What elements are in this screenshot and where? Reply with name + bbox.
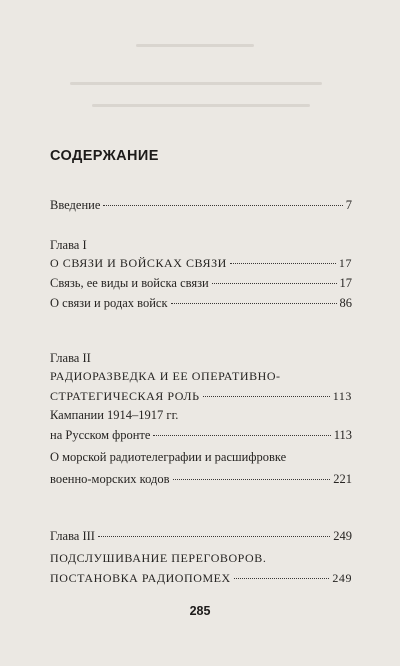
chapter-3-title-line-1: ПОДСЛУШИВАНИЕ ПЕРЕГОВОРОВ. xyxy=(50,551,267,565)
toc-entry-page: 113 xyxy=(332,389,352,403)
toc-entry-title: ПОСТАНОВКА РАДИОПОМЕХ xyxy=(50,571,231,585)
toc-entry-page: 249 xyxy=(332,571,352,585)
toc-entry-introduction[interactable] xyxy=(50,196,352,214)
toc-entry-chapter-2-title[interactable] xyxy=(50,387,352,405)
dot-leader xyxy=(98,536,330,537)
toc-entry-page: 7 xyxy=(345,198,352,212)
page-number: 285 xyxy=(189,604,211,618)
dot-leader xyxy=(234,578,330,579)
toc-entry-page: 17 xyxy=(339,276,352,290)
toc-entry-title: О СВЯЗИ И ВОЙСКАХ СВЯЗИ xyxy=(50,256,227,270)
toc-entry-chapter-1-section-1[interactable] xyxy=(50,274,352,292)
toc-entry-page: 249 xyxy=(333,529,352,543)
toc-entry-page: 17 xyxy=(338,256,352,270)
bleed-through-line xyxy=(0,104,400,110)
dot-leader xyxy=(203,396,330,397)
bleed-through-header xyxy=(0,44,400,50)
toc-entry-chapter-2-section-1[interactable] xyxy=(50,426,352,444)
toc-entry-title: Связь, ее виды и войска связи xyxy=(50,276,209,290)
toc-entry-title: О связи и родах войск xyxy=(50,296,168,310)
contents-heading: СОДЕРЖАНИЕ xyxy=(50,148,159,164)
toc-entry-chapter-1-title[interactable] xyxy=(50,254,352,272)
toc-entry-page: 221 xyxy=(333,472,352,486)
chapter-2-title-line-1: РАДИОРАЗВЕДКА И ЕЕ ОПЕРАТИВНО- xyxy=(50,369,281,383)
toc-entry-title: СТРАТЕГИЧЕСКАЯ РОЛЬ xyxy=(50,389,200,403)
dot-leader xyxy=(212,283,337,284)
dot-leader xyxy=(230,263,336,264)
dot-leader xyxy=(171,303,337,304)
chapter-2-section-2-line-1: О морской радиотелеграфии и расшифровке xyxy=(50,450,287,464)
chapter-2-section-1-line-1: Кампании 1914–1917 гг. xyxy=(50,408,179,422)
toc-entry-chapter-2-section-2[interactable] xyxy=(50,470,352,488)
chapter-2-label: Глава II xyxy=(50,351,91,365)
dot-leader xyxy=(173,479,331,480)
dot-leader xyxy=(103,205,342,206)
toc-entry-title: военно-морских кодов xyxy=(50,472,170,486)
chapter-1-label: Глава I xyxy=(50,238,87,252)
toc-entry-chapter-1-section-2[interactable] xyxy=(50,294,352,312)
toc-entry-page: 86 xyxy=(339,296,352,310)
dot-leader xyxy=(153,435,330,436)
bleed-through-line xyxy=(0,82,400,88)
toc-entry-chapter-3-label[interactable] xyxy=(50,527,352,545)
toc-entry-title: Глава III xyxy=(50,529,95,543)
toc-entry-page: 113 xyxy=(333,428,352,442)
toc-entry-chapter-3-title[interactable] xyxy=(50,569,352,587)
toc-entry-title: на Русском фронте xyxy=(50,428,151,442)
toc-entry-title: Введение xyxy=(50,198,101,212)
